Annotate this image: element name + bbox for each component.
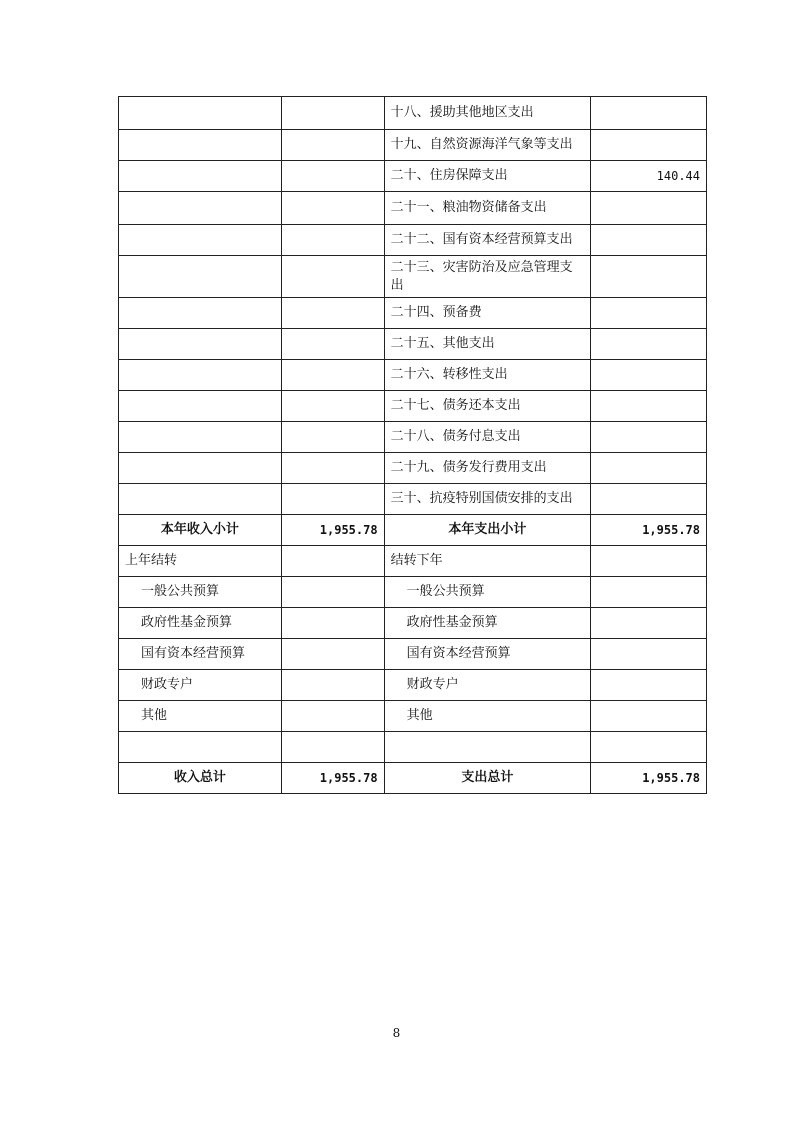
carry-in-value: [281, 577, 384, 608]
table-row: [119, 225, 707, 256]
expense-total-value: 1,955.78: [591, 763, 707, 794]
income-amount-cell: [281, 298, 384, 329]
income-amount-cell: [281, 391, 384, 422]
carry-in-label: [119, 732, 282, 763]
expense-item-cell: 二十九、债务发行费用支出: [384, 453, 591, 484]
table-row: [119, 453, 707, 484]
carry-out-label: 政府性基金预算: [384, 608, 591, 639]
expense-amount-cell: [591, 192, 707, 225]
table-row: [119, 329, 707, 360]
income-amount-cell: [281, 192, 384, 225]
expense-item-cell: 二十二、国有资本经营预算支出: [384, 225, 591, 256]
expense-total-label: 支出总计: [384, 763, 591, 794]
income-amount-cell: [281, 130, 384, 161]
expense-amount-cell: [591, 298, 707, 329]
income-item-cell: [119, 161, 282, 192]
expense-amount-cell: [591, 97, 707, 130]
table-row: [119, 130, 707, 161]
carry-out-label: [384, 732, 591, 763]
carry-row: [119, 546, 707, 577]
carry-row: [119, 670, 707, 701]
table-row: [119, 256, 707, 298]
carry-in-label: 上年结转: [119, 546, 282, 577]
expense-amount-cell: [591, 329, 707, 360]
expense-item-cell: 二十五、其他支出: [384, 329, 591, 360]
table-row: [119, 391, 707, 422]
expense-item-cell: 二十、住房保障支出: [384, 161, 591, 192]
expense-subtotal-label: 本年支出小计: [384, 515, 591, 546]
carry-out-value: [591, 670, 707, 701]
carry-out-label: 国有资本经营预算: [384, 639, 591, 670]
table-row: [119, 97, 707, 130]
income-subtotal-value: 1,955.78: [281, 515, 384, 546]
carry-in-label: 政府性基金预算: [119, 608, 282, 639]
expense-amount-cell: [591, 391, 707, 422]
expense-item-cell: 二十四、预备费: [384, 298, 591, 329]
income-item-cell: [119, 298, 282, 329]
carry-in-label: 国有资本经营预算: [119, 639, 282, 670]
expense-amount-cell: [591, 360, 707, 391]
expense-amount-cell: [591, 422, 707, 453]
income-total-label: 收入总计: [119, 763, 282, 794]
carry-out-value: [591, 608, 707, 639]
income-amount-cell: [281, 360, 384, 391]
carry-row: [119, 608, 707, 639]
table-row: [119, 298, 707, 329]
expense-subtotal-value: 1,955.78: [591, 515, 707, 546]
expense-item-cell: 三十、抗疫特别国债安排的支出: [384, 484, 591, 515]
expense-item-cell: 二十六、转移性支出: [384, 360, 591, 391]
expense-item-cell: 二十八、债务付息支出: [384, 422, 591, 453]
carry-out-label: 一般公共预算: [384, 577, 591, 608]
expense-amount-cell: 140.44: [591, 161, 707, 192]
expense-amount-cell: [591, 453, 707, 484]
income-amount-cell: [281, 422, 384, 453]
total-row: [119, 763, 707, 794]
carry-out-label: 财政专户: [384, 670, 591, 701]
carry-out-value: [591, 701, 707, 732]
carry-out-value: [591, 577, 707, 608]
carry-in-label: 财政专户: [119, 670, 282, 701]
carry-in-value: [281, 639, 384, 670]
income-subtotal-label: 本年收入小计: [119, 515, 282, 546]
income-item-cell: [119, 329, 282, 360]
expense-amount-cell: [591, 256, 707, 298]
table-row: [119, 161, 707, 192]
table-row: [119, 360, 707, 391]
income-amount-cell: [281, 256, 384, 298]
budget-table: [118, 96, 707, 794]
income-item-cell: [119, 391, 282, 422]
carry-out-value: [591, 546, 707, 577]
expense-amount-cell: [591, 130, 707, 161]
table-row: [119, 422, 707, 453]
income-item-cell: [119, 256, 282, 298]
income-item-cell: [119, 130, 282, 161]
carry-in-value: [281, 608, 384, 639]
income-total-value: 1,955.78: [281, 763, 384, 794]
carry-out-label: 其他: [384, 701, 591, 732]
income-amount-cell: [281, 161, 384, 192]
carry-in-value: [281, 701, 384, 732]
income-item-cell: [119, 484, 282, 515]
carry-row: [119, 639, 707, 670]
income-amount-cell: [281, 484, 384, 515]
income-item-cell: [119, 97, 282, 130]
expense-item-cell: 十九、自然资源海洋气象等支出: [384, 130, 591, 161]
income-item-cell: [119, 225, 282, 256]
expense-amount-cell: [591, 225, 707, 256]
subtotal-row: [119, 515, 707, 546]
income-item-cell: [119, 422, 282, 453]
income-amount-cell: [281, 329, 384, 360]
expense-amount-cell: [591, 484, 707, 515]
carry-in-value: [281, 546, 384, 577]
carry-in-value: [281, 670, 384, 701]
carry-out-value: [591, 639, 707, 670]
income-item-cell: [119, 360, 282, 391]
carry-row: [119, 701, 707, 732]
expense-item-cell: 十八、援助其他地区支出: [384, 97, 591, 130]
income-amount-cell: [281, 97, 384, 130]
carry-out-label: 结转下年: [384, 546, 591, 577]
carry-in-label: 其他: [119, 701, 282, 732]
carry-in-value: [281, 732, 384, 763]
expense-item-cell: 二十一、粮油物资储备支出: [384, 192, 591, 225]
income-amount-cell: [281, 225, 384, 256]
carry-in-label: 一般公共预算: [119, 577, 282, 608]
expense-item-cell: 二十七、债务还本支出: [384, 391, 591, 422]
carry-row: [119, 577, 707, 608]
income-item-cell: [119, 453, 282, 484]
table-row: [119, 192, 707, 225]
carry-out-value: [591, 732, 707, 763]
table-row: [119, 484, 707, 515]
income-item-cell: [119, 192, 282, 225]
income-amount-cell: [281, 453, 384, 484]
page-number: 8: [392, 1026, 401, 1040]
carry-row: [119, 732, 707, 763]
expense-item-cell: 二十三、灾害防治及应急管理支出: [384, 256, 591, 298]
